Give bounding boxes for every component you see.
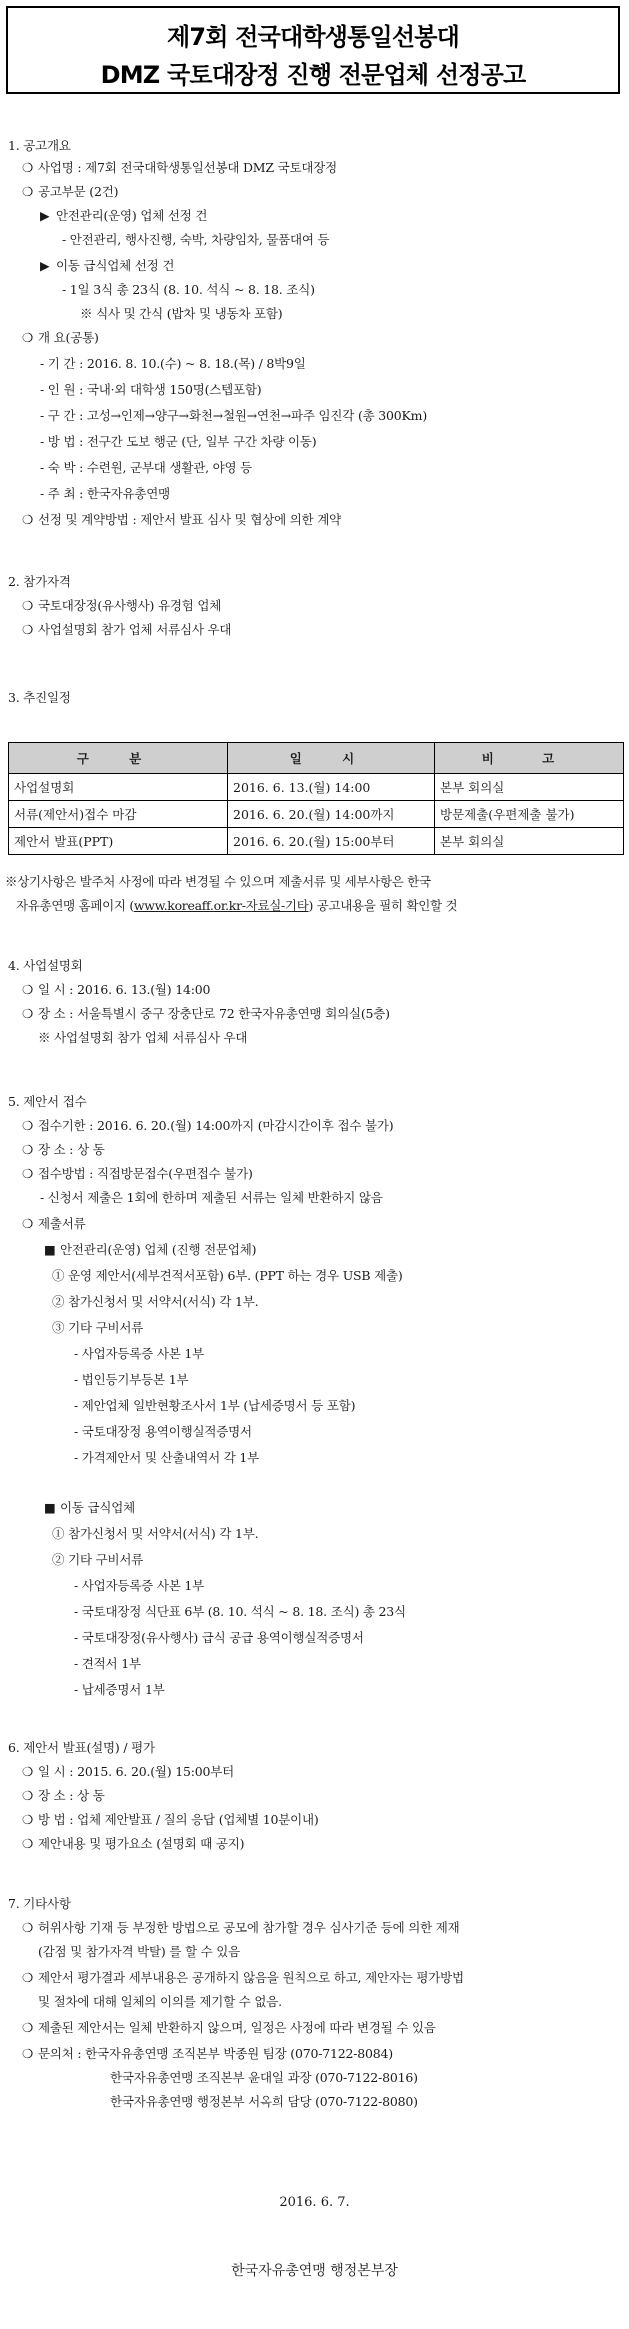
meal-doc-2b: - 국토대장정 식단표 6부 (8. 10. 석식 ~ 8. 18. 조식) 총 23식	[74, 1604, 406, 1619]
qualification-2: ❍ 사업설명회 참가 업체 서류심사 우대	[22, 622, 232, 637]
circle-bullet-icon: ❍	[22, 982, 34, 997]
submission-docs: ❍ 제출서류	[22, 1216, 86, 1231]
section-5-heading: 5. 제안서 접수	[8, 1094, 87, 1109]
etc-item-1: ❍ 허위사항 기재 등 부정한 방법으로 공모에 참가할 경우 심사기준 등에 의한 제재	[22, 1920, 460, 1935]
circle-bullet-icon: ❍	[22, 512, 34, 527]
ops-doc-1: ① 운영 제안서(세부견적서포함) 6부. (PPT 하는 경우 USB 제출)	[52, 1268, 403, 1283]
circle-bullet-icon: ❍	[22, 2046, 34, 2061]
meal-doc-2d: - 견적서 1부	[74, 1656, 141, 1671]
meal-doc-2c: - 국토대장정(유사행사) 급식 공급 용역이행실적증명서	[74, 1630, 364, 1645]
meal-detail: - 1일 3식 총 23식 (8. 10. 석식 ~ 8. 18. 조식)	[62, 282, 315, 297]
table-cell: 본부 회의실	[435, 828, 624, 855]
ops-doc-2: ② 참가신청서 및 서약서(서식) 각 1부.	[52, 1294, 259, 1309]
circle-bullet-icon: ❍	[22, 1970, 34, 1985]
etc-item-2-cont: 및 절차에 대해 일체의 이의를 제기할 수 없음.	[38, 1994, 282, 2009]
contact-2: 한국자유총연맹 조직본부 윤대일 과장 (070-7122-8016)	[110, 2070, 418, 2085]
title-box	[6, 6, 620, 94]
meal-doc-2: ② 기타 구비서류	[52, 1552, 144, 1567]
circle-bullet-icon: ❍	[22, 330, 34, 345]
briefing-date: ❍ 일 시 : 2016. 6. 13.(월) 14:00	[22, 982, 211, 997]
contact-3: 한국자유총연맹 행정본부 서옥희 담당 (070-7122-8080)	[110, 2094, 418, 2109]
circle-bullet-icon: ❍	[22, 1118, 34, 1133]
circle-bullet-icon: ❍	[22, 598, 34, 613]
meal-docs-heading: ■ 이동 급식업체	[44, 1500, 136, 1515]
circle-bullet-icon: ❍	[22, 1764, 34, 1779]
circle-bullet-icon: ❍	[22, 1788, 34, 1803]
circle-bullet-icon: ❍	[22, 622, 34, 637]
meal-doc-2e: - 납세증명서 1부	[74, 1682, 165, 1697]
contact-1: ❍ 문의처 : 한국자유총연맹 조직본부 박종원 팀장 (070-7122-8084)	[22, 2046, 393, 2061]
section-6-heading: 6. 제안서 발표(설명) / 평가	[8, 1740, 155, 1755]
overview-period: - 기 간 : 2016. 8. 10.(수) ~ 8. 18.(목) / 8박9일	[40, 356, 306, 371]
overview: ❍ 개 요(공통)	[22, 330, 99, 345]
table-cell: 2016. 6. 20.(월) 15:00부터	[228, 828, 435, 855]
table-cell: 사업설명회	[9, 774, 228, 801]
triangle-bullet-icon: ▶	[40, 258, 50, 273]
announcement-date: 2016. 6. 7.	[279, 2195, 350, 2210]
table-row	[9, 774, 624, 801]
issuer: 한국자유총연맹 행정본부장	[231, 2263, 398, 2279]
submission-method-note: - 신청서 제출은 1회에 한하며 제출된 서류는 일체 반환하지 않음	[40, 1190, 383, 1205]
submission-deadline: ❍ 접수기한 : 2016. 6. 20.(월) 14:00까지 (마감시간이후 접수 불가)	[22, 1118, 394, 1133]
page-title-line2: DMZ 국토대장정 진행 전문업체 선정공고	[100, 61, 526, 89]
section-4-heading: 4. 사업설명회	[8, 958, 83, 973]
ops-doc-3d: - 국토대장정 용역이행실적증명서	[74, 1424, 252, 1439]
etc-item-3: ❍ 제출된 제안서는 일체 반환하지 않으며, 일정은 사정에 따라 변경될 수 있음	[22, 2020, 436, 2035]
schedule-col-datetime: 일 시	[228, 743, 435, 774]
overview-people: - 인 원 : 국내·외 대학생 150명(스텝포함)	[40, 382, 262, 397]
meal-doc-1: ① 참가신청서 및 서약서(서식) 각 1부.	[52, 1526, 259, 1541]
square-bullet-icon: ■	[44, 1242, 56, 1257]
ops-doc-3b: - 법인등기부등본 1부	[74, 1372, 189, 1387]
schedule-col-category: 구 분	[9, 743, 228, 774]
page-title-line1: 제7회 전국대학생통일선봉대	[166, 23, 460, 51]
triangle-bullet-icon: ▶	[40, 208, 50, 223]
ops-doc-3: ③ 기타 구비서류	[52, 1320, 144, 1335]
circle-bullet-icon: ❍	[22, 160, 34, 175]
overview-method: - 방 법 : 전구간 도보 행군 (단, 일부 구간 차량 이동)	[40, 434, 317, 449]
schedule-col-note: 비 고	[435, 743, 624, 774]
submission-place: ❍ 장 소 : 상 동	[22, 1142, 105, 1157]
table-cell: 2016. 6. 20.(월) 14:00까지	[228, 801, 435, 828]
overview-route: - 구 간 : 고성→인제→양구→화천→철원→연천→파주 임진각 (총 300Km)	[40, 408, 427, 423]
circle-bullet-icon: ❍	[22, 1142, 34, 1157]
qualification-1: ❍ 국토대장정(유사행사) 유경험 업체	[22, 598, 222, 613]
table-cell: 제안서 발표(PPT)	[9, 828, 228, 855]
meal-doc-2a: - 사업자등록증 사본 1부	[74, 1578, 204, 1593]
contract-method: ❍ 선정 및 계약방법 : 제안서 발표 심사 및 협상에 의한 계약	[22, 512, 341, 527]
square-bullet-icon: ■	[44, 1500, 56, 1515]
division: ❍ 공고부문 (2건)	[22, 184, 119, 199]
homepage-link[interactable]: www.koreaff.or.kr-자료실-기타	[133, 898, 309, 913]
ops-doc-3e: - 가격제안서 및 산출내역서 각 1부	[74, 1450, 260, 1465]
table-cell: 방문제출(우편제출 불가)	[435, 801, 624, 828]
circle-bullet-icon: ❍	[22, 1920, 34, 1935]
submission-method: ❍ 접수방법 : 직접방문접수(우편접수 불가)	[22, 1166, 253, 1181]
ops-doc-3c: - 제안업체 일반현황조사서 1부 (납세증명서 등 포함)	[74, 1398, 356, 1413]
section-2-heading: 2. 참가자격	[8, 574, 71, 589]
circle-bullet-icon: ❍	[22, 1166, 34, 1181]
evaluation-criteria: ❍ 제안내용 및 평가요소 (설명회 때 공지)	[22, 1836, 245, 1851]
presentation-method: ❍ 방 법 : 업체 제안발표 / 질의 응답 (업체별 10분이내)	[22, 1812, 319, 1827]
section-3-heading: 3. 추진일정	[8, 690, 71, 705]
meal-note: ※ 식사 및 간식 (밥차 및 냉동차 포함)	[80, 306, 283, 321]
overview-host: - 주 최 : 한국자유총연맹	[40, 486, 171, 501]
schedule-note-line1: ※상기사항은 발주처 사정에 따라 변경될 수 있으며 제출서류 및 세부사항은 한국	[5, 874, 431, 889]
circle-bullet-icon: ❍	[22, 184, 34, 199]
project-name: ❍ 사업명 : 제7회 전국대학생통일선봉대 DMZ 국토대장정	[22, 160, 338, 175]
briefing-place: ❍ 장 소 : 서울특별시 중구 장충단로 72 한국자유총연맹 회의실(5층)	[22, 1006, 390, 1021]
ops-division: ▶ 안전관리(운영) 업체 선정 건	[40, 208, 208, 223]
section-1-heading: 1. 공고개요	[8, 138, 71, 153]
section-7-heading: 7. 기타사항	[8, 1896, 71, 1911]
circle-bullet-icon: ❍	[22, 1216, 34, 1231]
etc-item-1-cont: (감점 및 참가자격 박탈) 를 할 수 있음	[38, 1944, 241, 1959]
circle-bullet-icon: ❍	[22, 1836, 34, 1851]
schedule-note-line2: 자유총연맹 홈페이지 (www.koreaff.or.kr-자료실-기타) 공고내용을 필히 확인할 것	[16, 898, 458, 913]
overview-lodging: - 숙 박 : 수련원, 군부대 생활관, 야영 등	[40, 460, 253, 475]
ops-doc-3a: - 사업자등록증 사본 1부	[74, 1346, 204, 1361]
circle-bullet-icon: ❍	[22, 1812, 34, 1827]
etc-item-2: ❍ 제안서 평가결과 세부내용은 공개하지 않음을 원칙으로 하고, 제안자는 평가방법	[22, 1970, 464, 1985]
ops-detail: - 안전관리, 행사진행, 숙박, 차량임차, 물품대여 등	[62, 232, 330, 247]
schedule-header-row	[9, 743, 624, 774]
table-row	[9, 828, 624, 855]
circle-bullet-icon: ❍	[22, 1006, 34, 1021]
ops-docs-heading: ■ 안전관리(운영) 업체 (진행 전문업체)	[44, 1242, 257, 1257]
briefing-note: ※ 사업설명회 참가 업체 서류심사 우대	[38, 1030, 248, 1045]
circle-bullet-icon: ❍	[22, 2020, 34, 2035]
table-cell: 본부 회의실	[435, 774, 624, 801]
presentation-place: ❍ 장 소 : 상 동	[22, 1788, 105, 1803]
schedule-table	[8, 742, 624, 855]
table-row	[9, 801, 624, 828]
presentation-date: ❍ 일 시 : 2015. 6. 20.(월) 15:00부터	[22, 1764, 234, 1779]
meal-division: ▶ 이동 급식업체 선정 건	[40, 258, 175, 273]
table-cell: 서류(제안서)접수 마감	[9, 801, 228, 828]
table-cell: 2016. 6. 13.(월) 14:00	[228, 774, 435, 801]
